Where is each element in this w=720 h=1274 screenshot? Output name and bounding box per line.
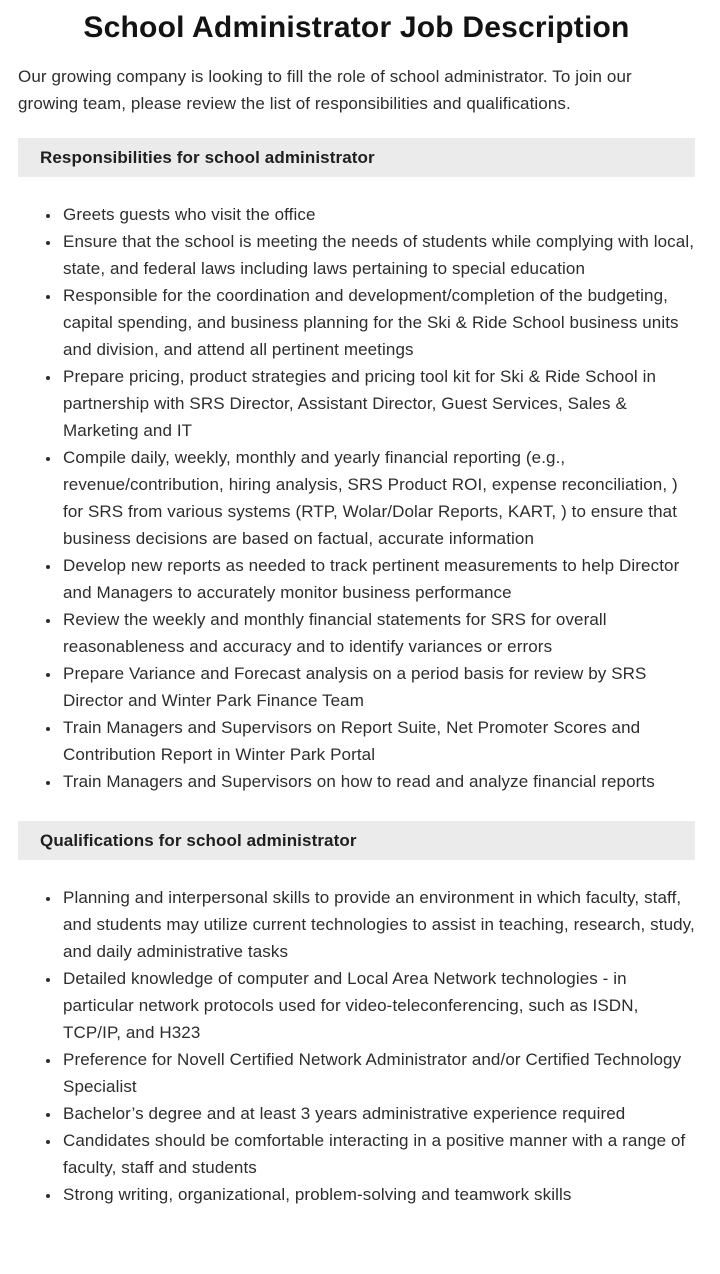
list-item: • Develop new reports as needed to track pertinent measurements to help Director and Managers to accurately monitor business performance <box>61 552 695 606</box>
list-item: • Prepare pricing, product strategies and pricing tool kit for Ski & Ride School in partnership with SRS Director, Assistant Director, Guest Services, Sales & Marketing and IT <box>61 363 695 444</box>
list-item: • Ensure that the school is meeting the needs of students while complying with local, state, and federal laws including laws pertaining to special education <box>61 228 695 282</box>
list-item: • Prepare Variance and Forecast analysis on a period basis for review by SRS Director and Winter Park Finance Team <box>61 660 695 714</box>
list-item: • Candidates should be comfortable interacting in a positive manner with a range of faculty, staff and students <box>61 1127 695 1181</box>
list-item: • Planning and interpersonal skills to provide an environment in which faculty, staff, and students may utilize current technologies to assist in teaching, research, study, and daily administrative tasks <box>61 884 695 965</box>
list-item: • Compile daily, weekly, monthly and yearly financial reporting (e.g., revenue/contribution, hiring analysis, SRS Product ROI, expense reconciliation, ) for SRS from various systems (RTP, Wolar/Dolar Reports, KART, ) to ensure that business decisions are based on factual, accurate information <box>61 444 695 552</box>
responsibilities-list <box>18 201 695 795</box>
list-item: • Train Managers and Supervisors on how to read and analyze financial reports <box>61 768 695 795</box>
list-item: • Bachelor’s degree and at least 3 years administrative experience required <box>61 1100 695 1127</box>
list-item: • Responsible for the coordination and development/completion of the budgeting, capital spending, and business planning for the Ski & Ride School business units and division, and attend all pertinent meetings <box>61 282 695 363</box>
page-title: School Administrator Job Description <box>83 11 630 44</box>
qualifications-list <box>18 884 695 1208</box>
list-item: • Strong writing, organizational, problem-solving and teamwork skills <box>61 1181 695 1208</box>
list-item: • Greets guests who visit the office <box>61 201 695 228</box>
list-item: • Review the weekly and monthly financial statements for SRS for overall reasonableness and accuracy and to identify variances or errors <box>61 606 695 660</box>
list-item: • Train Managers and Supervisors on Report Suite, Net Promoter Scores and Contribution Report in Winter Park Portal <box>61 714 695 768</box>
list-item: • Preference for Novell Certified Network Administrator and/or Certified Technology Specialist <box>61 1046 695 1100</box>
section-heading-responsibilities: Responsibilities for school administrator <box>18 138 695 177</box>
section-heading-qualifications: Qualifications for school administrator <box>18 821 695 860</box>
list-item: • Detailed knowledge of computer and Local Area Network technologies - in particular network protocols used for video-teleconferencing, such as ISDN, TCP/IP, and H323 <box>61 965 695 1046</box>
intro-paragraph: Our growing company is looking to fill the role of school administrator. To join our growing team, please review the list of responsibilities and qualifications. <box>18 67 632 113</box>
